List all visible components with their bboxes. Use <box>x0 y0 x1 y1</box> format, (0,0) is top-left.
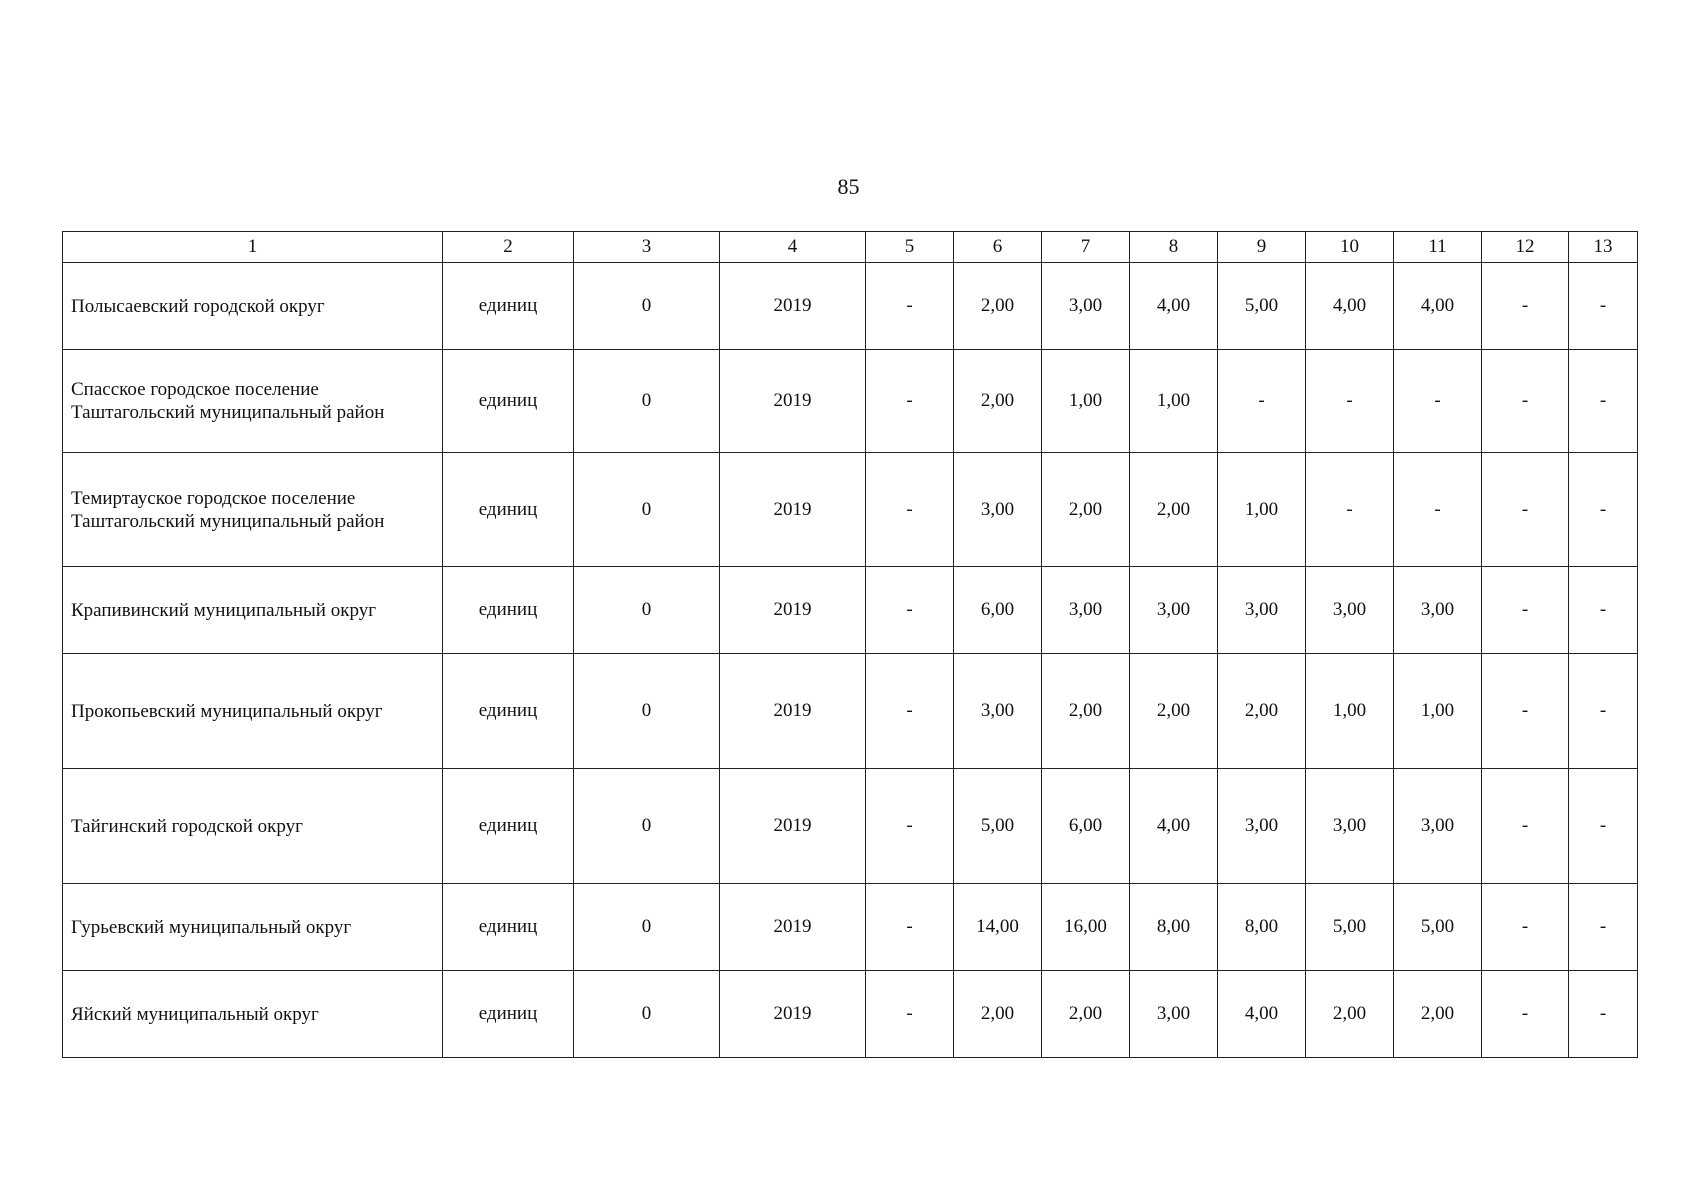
table-cell: - <box>1306 350 1394 453</box>
table-cell: единиц <box>443 567 574 654</box>
column-header: 7 <box>1042 232 1130 263</box>
column-header: 9 <box>1218 232 1306 263</box>
table-cell: 3,00 <box>1218 567 1306 654</box>
column-header: 5 <box>866 232 954 263</box>
row-name-cell <box>63 567 443 654</box>
table-cell: 3,00 <box>1042 567 1130 654</box>
table-cell: - <box>1569 971 1638 1058</box>
table-cell: - <box>1569 263 1638 350</box>
table-cell: - <box>1482 453 1569 567</box>
table-cell: единиц <box>443 971 574 1058</box>
table-cell: 16,00 <box>1042 884 1130 971</box>
table-cell: 0 <box>574 567 720 654</box>
table-cell: 0 <box>574 453 720 567</box>
table-row <box>63 971 1638 1058</box>
table-cell: единиц <box>443 769 574 884</box>
table-row <box>63 769 1638 884</box>
table-cell: единиц <box>443 884 574 971</box>
column-header: 4 <box>720 232 866 263</box>
table-cell: 3,00 <box>1042 263 1130 350</box>
table-cell: - <box>1482 971 1569 1058</box>
table-cell: - <box>1569 350 1638 453</box>
table-cell: 3,00 <box>1306 567 1394 654</box>
table-cell: 3,00 <box>1306 769 1394 884</box>
table-cell: 0 <box>574 884 720 971</box>
table-cell: 2,00 <box>954 971 1042 1058</box>
table-cell: 4,00 <box>1394 263 1482 350</box>
table-cell: единиц <box>443 654 574 769</box>
row-name-line: Темиртауское городское поселение <box>71 487 356 509</box>
table-cell: - <box>1569 567 1638 654</box>
table-cell: 2019 <box>720 654 866 769</box>
table-cell: 2019 <box>720 350 866 453</box>
table-cell: 1,00 <box>1042 350 1130 453</box>
table-cell: - <box>866 453 954 567</box>
table-cell: 5,00 <box>1306 884 1394 971</box>
table-cell: 2,00 <box>1218 654 1306 769</box>
table-cell: 1,00 <box>1130 350 1218 453</box>
table-row <box>63 263 1638 350</box>
table-body <box>63 263 1638 1058</box>
column-header: 11 <box>1394 232 1482 263</box>
table-cell: 0 <box>574 350 720 453</box>
data-table <box>62 231 1638 1058</box>
table-cell: 2,00 <box>1042 654 1130 769</box>
table-cell: - <box>866 567 954 654</box>
column-header: 13 <box>1569 232 1638 263</box>
table-cell: 2,00 <box>1130 453 1218 567</box>
column-header: 6 <box>954 232 1042 263</box>
table-cell: 3,00 <box>1130 971 1218 1058</box>
column-header: 2 <box>443 232 574 263</box>
table-cell: 2,00 <box>954 263 1042 350</box>
table-cell: - <box>1394 453 1482 567</box>
row-name-cell <box>63 971 443 1058</box>
table-row <box>63 350 1638 453</box>
table-cell: - <box>866 884 954 971</box>
table-cell: 1,00 <box>1218 453 1306 567</box>
page-number: 85 <box>837 174 860 199</box>
table-cell: 2,00 <box>1042 453 1130 567</box>
column-header: 12 <box>1482 232 1569 263</box>
row-name-cell <box>63 769 443 884</box>
table-cell: 2,00 <box>1394 971 1482 1058</box>
table-cell: единиц <box>443 453 574 567</box>
row-name-cell <box>63 654 443 769</box>
table-cell: - <box>1482 263 1569 350</box>
table-row <box>63 567 1638 654</box>
table-cell: - <box>1569 884 1638 971</box>
table-cell: - <box>866 263 954 350</box>
table-cell: - <box>1569 769 1638 884</box>
table-cell: - <box>866 971 954 1058</box>
table-cell: 0 <box>574 971 720 1058</box>
table-cell: 2,00 <box>954 350 1042 453</box>
table-row <box>63 654 1638 769</box>
table-cell: 14,00 <box>954 884 1042 971</box>
row-name-line: Тайгинский городской округ <box>71 815 303 837</box>
table-cell: - <box>1482 567 1569 654</box>
table-cell: 5,00 <box>1394 884 1482 971</box>
table-cell: 4,00 <box>1130 263 1218 350</box>
table-row <box>63 884 1638 971</box>
table-cell: 0 <box>574 769 720 884</box>
table-cell: - <box>866 350 954 453</box>
table-cell: 8,00 <box>1130 884 1218 971</box>
column-header: 8 <box>1130 232 1218 263</box>
row-name-line: Таштагольский муниципальный район <box>71 402 385 423</box>
column-header: 1 <box>63 232 443 263</box>
table-cell: 3,00 <box>954 453 1042 567</box>
row-name-line: Яйский муниципальный округ <box>71 1003 319 1025</box>
table-cell: - <box>1482 350 1569 453</box>
table-cell: 6,00 <box>1042 769 1130 884</box>
table-cell: - <box>1394 350 1482 453</box>
table-cell: - <box>1482 654 1569 769</box>
table-cell: 5,00 <box>1218 263 1306 350</box>
table-cell: 1,00 <box>1394 654 1482 769</box>
table-cell: - <box>1569 654 1638 769</box>
table-cell: 2019 <box>720 769 866 884</box>
column-header: 10 <box>1306 232 1394 263</box>
row-name-cell <box>63 263 443 350</box>
table-cell: 4,00 <box>1306 263 1394 350</box>
table-cell: 2019 <box>720 567 866 654</box>
table-cell: 2019 <box>720 453 866 567</box>
row-name-line: Крапивинский муниципальный округ <box>71 599 376 621</box>
table-cell: 2,00 <box>1306 971 1394 1058</box>
table-cell: 4,00 <box>1130 769 1218 884</box>
table-cell: 3,00 <box>1394 769 1482 884</box>
table-cell: - <box>1482 769 1569 884</box>
table-cell: 3,00 <box>1218 769 1306 884</box>
row-name-cell <box>63 350 443 453</box>
row-name-line: Полысаевский городской округ <box>71 295 325 317</box>
table-cell: - <box>1569 453 1638 567</box>
table-cell: - <box>1482 884 1569 971</box>
table-cell: 6,00 <box>954 567 1042 654</box>
column-header: 3 <box>574 232 720 263</box>
table-cell: 2,00 <box>1042 971 1130 1058</box>
table-cell: 2019 <box>720 263 866 350</box>
table-cell: 2019 <box>720 884 866 971</box>
table-cell: 2019 <box>720 971 866 1058</box>
row-name-line: Спасское городское поселение <box>71 379 319 400</box>
table-cell: - <box>866 769 954 884</box>
table-cell: 3,00 <box>1394 567 1482 654</box>
table-cell: 1,00 <box>1306 654 1394 769</box>
table-cell: единиц <box>443 263 574 350</box>
table-cell: 2,00 <box>1130 654 1218 769</box>
table-cell: 3,00 <box>1130 567 1218 654</box>
table-cell: - <box>1306 453 1394 567</box>
table-cell: 4,00 <box>1218 971 1306 1058</box>
header-row <box>63 232 1638 263</box>
table-cell: единиц <box>443 350 574 453</box>
row-name-line: Прокопьевский муниципальный округ <box>71 700 383 722</box>
table-cell: - <box>1218 350 1306 453</box>
row-name-line: Таштагольский муниципальный район <box>71 510 385 532</box>
table-row <box>63 453 1638 567</box>
table-cell: 5,00 <box>954 769 1042 884</box>
table-cell: 0 <box>574 654 720 769</box>
table-cell: 8,00 <box>1218 884 1306 971</box>
row-name-cell <box>63 453 443 567</box>
table-cell: - <box>866 654 954 769</box>
row-name-cell <box>63 884 443 971</box>
table-cell: 0 <box>574 263 720 350</box>
row-name-line: Гурьевский муниципальный округ <box>71 916 352 938</box>
table-cell: 3,00 <box>954 654 1042 769</box>
